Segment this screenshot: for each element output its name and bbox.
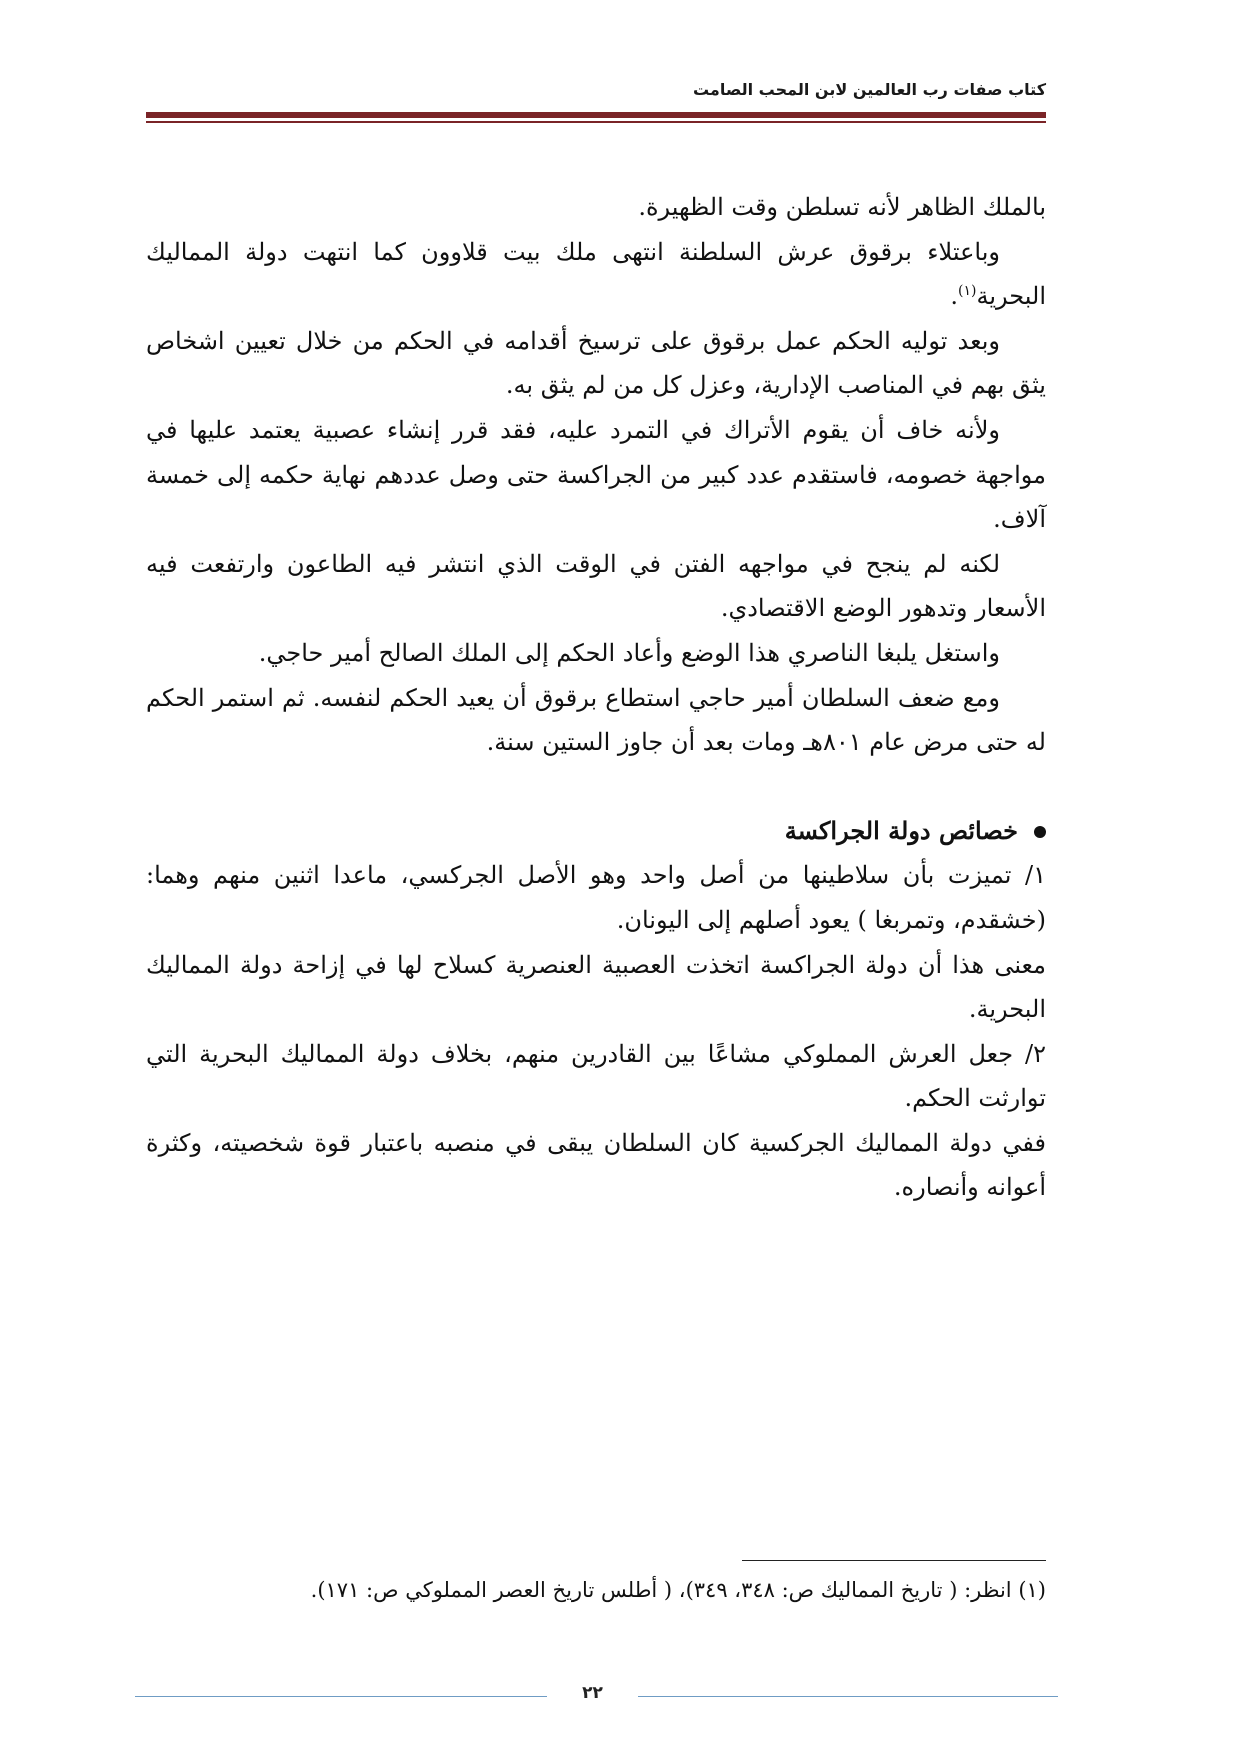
- paragraph-4: ولأنه خاف أن يقوم الأتراك في التمرد عليه، فقد قرر إنشاء عصبية يعتمد عليها في مواجهة خصومه، فاستقدم عدد كبير من الجراكسة حتى وصل عددهم نهاية حكمه إلى خمسة آلاف.: [146, 415, 1046, 534]
- footnote: (١) انظر: ( تاريخ المماليك ص: ٣٤٨، ٣٤٩)، ( أطلس تاريخ العصر المملوكي ص: ١٧١).: [310, 1578, 1046, 1602]
- paragraph-6: واستغل يلبغا الناصري هذا الوضع وأعاد الحكم إلى الملك الصالح أمير حاجي.: [258, 638, 1000, 667]
- paragraph-3: وبعد توليه الحكم عمل برقوق على ترسيخ أقدامه في الحكم من خلال تعيين اشخاص يثق بهم في المناصب الإدارية، وعزل كل من لم يثق به.: [146, 326, 1046, 400]
- header-rule-thin: [146, 121, 1046, 123]
- running-header-title: كتاب صفات رب العالمين لابن المحب الصامت: [692, 80, 1046, 99]
- section-heading-text: خصائص دولة الجراكسة: [784, 815, 1018, 845]
- paragraph-2: [146, 230, 1046, 319]
- paragraph-10: ٢/ جعل العرش المملوكي مشاعًا بين القادرين منهم، بخلاف دولة المماليك البحرية التي توارثت الحكم.: [146, 1039, 1046, 1113]
- header-rule-thick: [146, 112, 1046, 118]
- paragraph-5: لكنه لم ينجح في مواجهه الفتن في الوقت الذي انتشر فيه الطاعون وارتفعت فيه الأسعار وتدهور الوضع الاقتصادي.: [146, 549, 1046, 623]
- bullet-icon: [1034, 826, 1046, 838]
- footnote-separator: [742, 1560, 1046, 1561]
- paragraph-8: ١/ تميزت بأن سلاطينها من أصل واحد وهو الأصل الجركسي، ماعدا اثنين منهم وهما: (خشقدم، وتمربغا ) يعود أصلهم إلى اليونان.: [146, 861, 1046, 934]
- section-heading: [146, 809, 1046, 854]
- footer-rule-right: [638, 1696, 1058, 1697]
- page-body: [146, 185, 1046, 1210]
- paragraph-11: ففي دولة المماليك الجركسية كان السلطان يبقى في منصبه باعتبار قوة شخصيته، وكثرة أعوانه وأنصاره.: [146, 1128, 1046, 1202]
- paragraph-9: معنى هذا أن دولة الجراكسة اتخذت العصبية العنصرية كسلاح لها في إزاحة دولة المماليك البحرية.: [146, 950, 1046, 1024]
- paragraph-7: ومع ضعف السلطان أمير حاجي استطاع برقوق أن يعيد الحكم لنفسه. ثم استمر الحكم له حتى مرض عام ٨٠١هـ ومات بعد أن جاوز الستين سنة.: [146, 683, 1046, 757]
- paragraph-2-text: وباعتلاء برقوق عرش السلطنة انتهى ملك بيت قلاوون كما انتهت دولة المماليك البحرية: [146, 237, 1046, 311]
- page-number: ٢٢: [582, 1683, 603, 1703]
- paragraph-2-end: .: [950, 282, 959, 311]
- footer-rule-left: [135, 1696, 547, 1697]
- footnote-reference[interactable]: (١): [958, 283, 977, 300]
- paragraph-1: بالملك الظاهر لأنه تسلطن وقت الظهيرة.: [638, 193, 1046, 221]
